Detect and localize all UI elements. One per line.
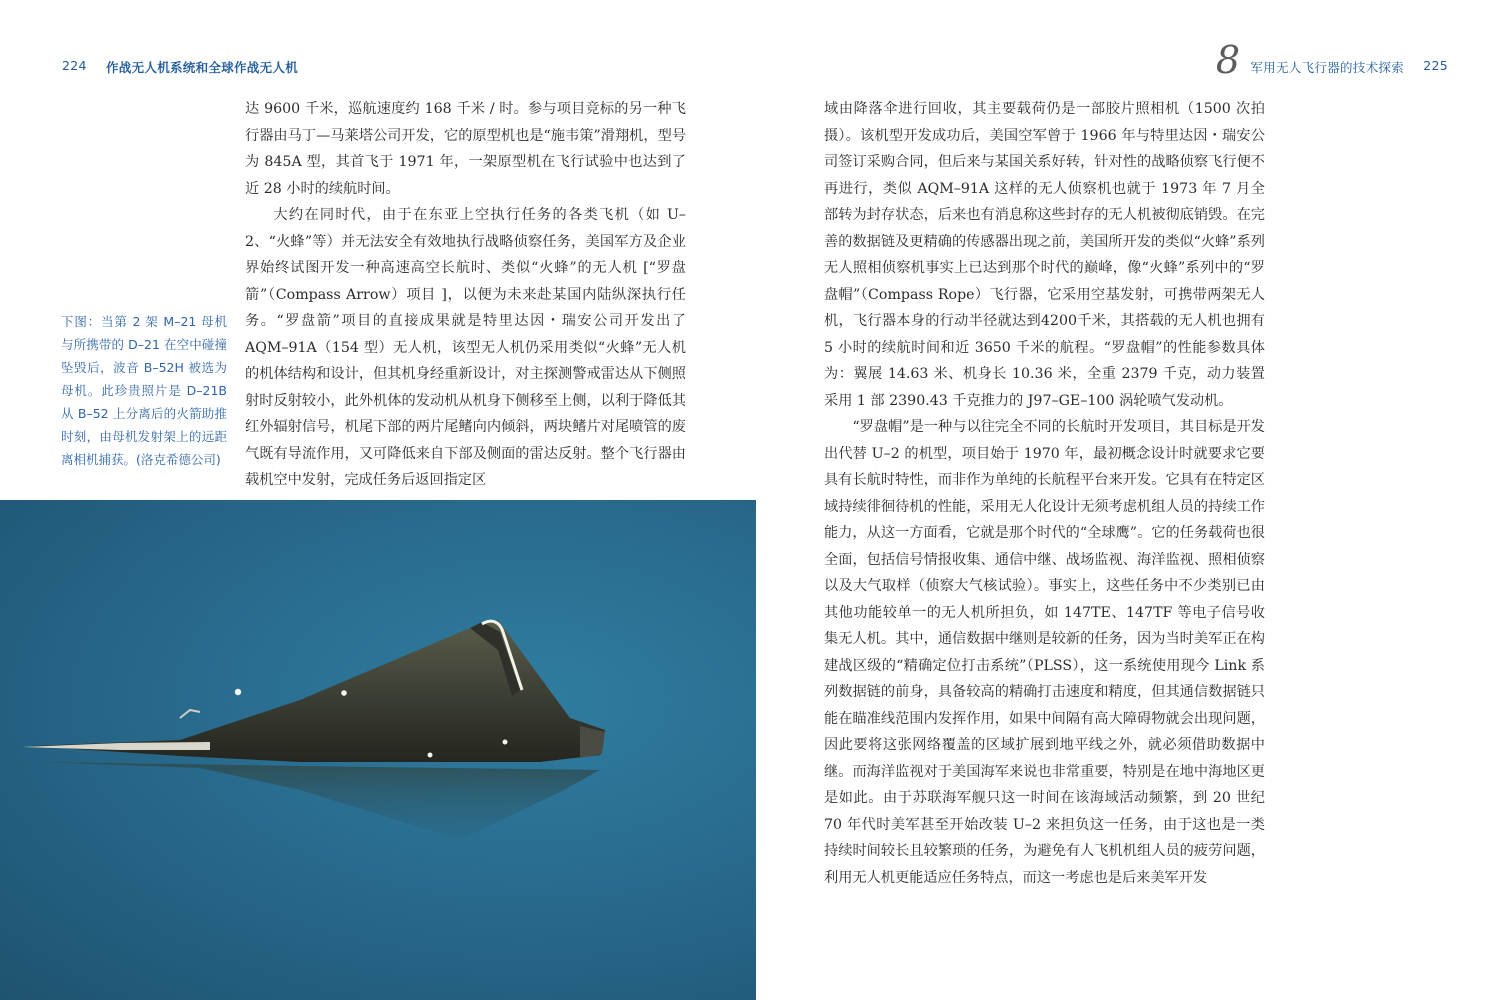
left-page-number: 224: [62, 58, 87, 73]
paragraph: 大约在同时代，由于在东亚上空执行任务的各类飞机（如 U–2、“火蜂”等）并无法安全有效地执行战略侦察任务，美国军方及企业界始终试图开发一种高速高空长航时、类似“火蜂”的无人机 [“罗盘箭”（Compass Arrow）项目 ]，以便为未来赴某国内陆纵深执行任务。“罗盘箭”项目的直接成果就是特里达因・瑞安公司开发出了 AQM–91A（154 型）无人机，该型无人机仍采用类似“火蜂”无人机的机体结构和设计，但其机身经重新设计，对主探测警戒雷达从下侧照射时反射较小，此外机体的发动机从机身下侧移至上侧，以利于降低其红外辐射信号，机尾下部的两片尾鳍向内倾斜，两块鳍片对尾喷管的废气既有导流作用，又可降低来自下部及侧面的雷达反射。整个飞行器由载机空中发射，完成任务后返回指定区: [245, 207, 686, 488]
d21b-drone-image: [0, 500, 756, 1000]
right-running-title: 军用无人飞行器的技术探索: [1250, 60, 1404, 75]
photo-caption: 下图：当第 2 架 M–21 母机与所携带的 D–21 在空中碰撞坠毁后，波音 B–52H 被选为母机。此珍贵照片是 D–21B 从 B–52 上分离后的火箭助推时刻，由母机发射架上的远距离相机捕获。(洛克希德公司): [61, 314, 227, 467]
right-text-column: [824, 96, 1265, 891]
right-page-number: 225: [1423, 58, 1448, 73]
paragraph: 达 9600 千米，巡航速度约 168 千米 / 时。参与项目竞标的另一种飞行器由马丁—马莱塔公司开发，它的原型机也是“施韦策”滑翔机，型号为 845A 型，其首飞于 1971 年，一架原型机在飞行试验中也达到了近 28 小时的续航时间。: [245, 101, 686, 197]
paragraph: “罗盘帽”是一种与以往完全不同的长航时开发项目，其目标是开发出代替 U–2 的机型，项目始于 1970 年，最初概念设计时就要求它要具有长航时特性，而非作为单纯的长航程平台来开发。它具有在特定区域持续徘徊待机的性能，采用无人化设计无须考虑机组人员的持续工作能力，从这一方面看，它就是那个时代的“全球鹰”。它的任务载荷也很全面，包括信号情报收集、通信中继、战场监视、海洋监视、照相侦察以及大气取样（侦察大气核试验）。事实上，这些任务中不少类别已由其他功能较单一的无人机所担负，如 147TE、147TF 等电子信号收集无人机。其中，通信数据中继则是较新的任务，因为当时美军正在构建战区级的“精确定位打击系统”（PLSS），这一系统使用现今 Link 系列数据链的前身，具备较高的精确打击速度和精度，但其通信数据链只能在瞄准线范围内发挥作用，如果中间隔有高大障碍物就会出现问题，因此要将这张网络覆盖的区域扩展到地平线之外，就必须借助数据中继。而海洋监视对于美国海军来说也非常重要，特别是在地中海地区更是如此。由于苏联海军舰只这一时间在该海域活动频繁，到 20 世纪 70 年代时美军甚至开始改装 U–2 来担负这一任务，由于这也是一类持续时间较长且较繁琐的任务，为避免有人飞机机组人员的疲劳问题，利用无人机更能适应任务特点，而这一考虑也是后来美军开发: [824, 419, 1265, 886]
left-text-column: [245, 96, 686, 494]
chapter-number: 8: [1215, 38, 1240, 82]
left-running-title: 作战无人机系统和全球作战无人机: [106, 60, 299, 75]
drone-photo: [0, 500, 756, 1000]
paragraph: 域由降落伞进行回收，其主要载荷仍是一部胶片照相机（1500 次拍摄）。该机型开发成功后，美国空军曾于 1966 年与特里达因・瑞安公司签订采购合同，但后来与某国关系好转，针对性的战略侦察飞行便不再进行，类似 AQM–91A 这样的无人侦察机也就于 1973 年 7 月全部转为封存状态，后来也有消息称这些封存的无人机被彻底销毁。在完善的数据链及更精确的传感器出现之前，美国所开发的类似“火蜂”系列无人照相侦察机事实上已达到那个时代的巅峰，像“火蜂”系列中的“罗盘帽”（Compass Rope）飞行器，它采用空基发射，可携带两架无人机，飞行器本身的行动半径就达到4200千米，其搭载的无人机也拥有 5 小时的续航时间和近 3650 千米的航程。“罗盘帽”的性能参数具体为：翼展 14.63 米、机身长 10.36 米，全重 2379 千克，动力装置采用 1 部 2390.43 千克推力的 J97–GE–100 涡轮喷气发动机。: [824, 101, 1265, 409]
